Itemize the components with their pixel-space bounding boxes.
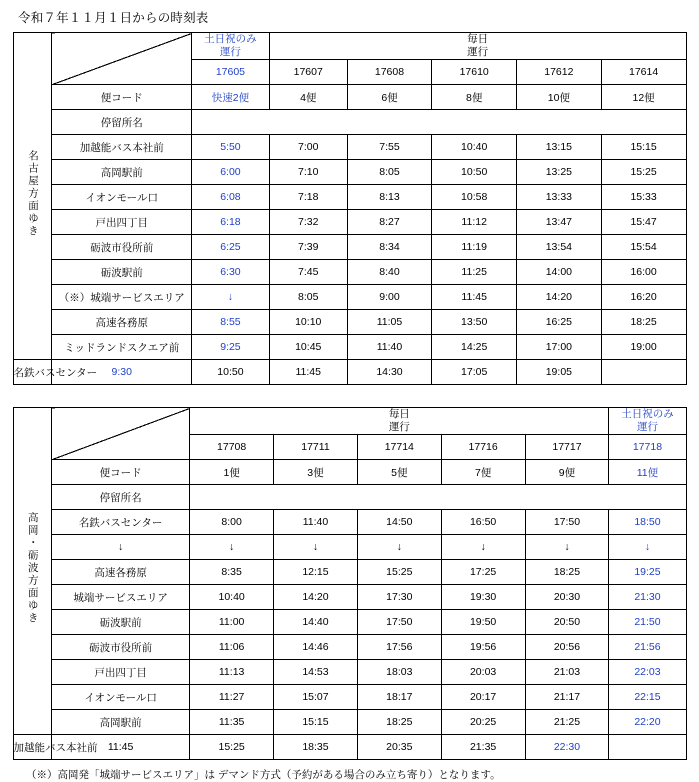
group-header-daily-line1: 毎日 <box>467 33 489 45</box>
departure-time: 12:15 <box>274 560 358 585</box>
table-row <box>13 335 686 360</box>
departure-time: 13:25 <box>517 160 602 185</box>
departure-time: 13:50 <box>432 310 517 335</box>
bin-row <box>13 460 686 485</box>
group-header-weekend-line2: 運行 <box>219 46 241 58</box>
departure-time: 7:10 <box>269 160 347 185</box>
departure-time: 8:55 <box>192 310 270 335</box>
departure-time: 17:25 <box>441 560 525 585</box>
departure-time: 15:25 <box>601 160 686 185</box>
table-row <box>13 260 686 285</box>
stopname-label-filler <box>192 110 686 135</box>
departure-time: 22:15 <box>609 685 686 710</box>
diagonal-corner-cell <box>52 408 190 460</box>
stop-name: 砺波駅前 <box>52 260 192 285</box>
departure-time: 11:35 <box>190 710 274 735</box>
direction-label-cell <box>13 33 52 360</box>
departure-time: 18:50 <box>609 510 686 535</box>
departure-time: ↓ <box>192 285 270 310</box>
stop-name: 戸出四丁目 <box>52 660 190 685</box>
table-row <box>13 560 686 585</box>
departure-time: 20:30 <box>525 585 609 610</box>
departure-time: 20:50 <box>525 610 609 635</box>
departure-time: 6:00 <box>192 160 270 185</box>
departure-time: ↓ <box>190 535 274 560</box>
departure-time: 10:40 <box>432 135 517 160</box>
departure-time: 8:05 <box>347 160 432 185</box>
departure-time: ↓ <box>274 535 358 560</box>
departure-time: 8:05 <box>269 285 347 310</box>
table-row <box>13 685 686 710</box>
stop-name: 高速各務原 <box>52 560 190 585</box>
departure-time: 14:46 <box>274 635 358 660</box>
departure-time: 11:45 <box>432 285 517 310</box>
departure-time: 13:33 <box>517 185 602 210</box>
departure-time: 21:56 <box>609 635 686 660</box>
stop-name: 名鉄バスセンター <box>52 510 190 535</box>
bin-row <box>13 85 686 110</box>
diagonal-corner-cell <box>52 33 192 85</box>
departure-time: 14:50 <box>357 510 441 535</box>
departure-time: 13:15 <box>517 135 602 160</box>
page-title: 令和７年１１月１日からの時刻表 <box>18 11 209 25</box>
stop-name: 砺波市役所前 <box>52 635 190 660</box>
stop-name: （※）城端サービスエリア <box>52 285 192 310</box>
departure-time: 14:40 <box>274 610 358 635</box>
departure-time: 5:50 <box>192 135 270 160</box>
departure-time: 19:05 <box>517 360 602 385</box>
departure-time: 20:56 <box>525 635 609 660</box>
service-bin: 8便 <box>432 85 517 110</box>
service-bin: 5便 <box>357 460 441 485</box>
departure-time: 18:25 <box>525 560 609 585</box>
departure-time: 22:30 <box>525 735 609 760</box>
departure-time: 15:25 <box>190 735 274 760</box>
departure-time: ↓ <box>357 535 441 560</box>
service-code: 17605 <box>192 60 270 85</box>
departure-time: 7:00 <box>269 135 347 160</box>
stop-name: 砺波市役所前 <box>52 235 192 260</box>
table-row <box>13 635 686 660</box>
table-row <box>13 510 686 535</box>
departure-time: 11:12 <box>432 210 517 235</box>
group-header-daily-line2: 運行 <box>388 421 410 433</box>
departure-time: 11:25 <box>432 260 517 285</box>
service-bin: 3便 <box>274 460 358 485</box>
departure-time: 20:03 <box>441 660 525 685</box>
departure-time: ↓ <box>525 535 609 560</box>
departure-time: 8:34 <box>347 235 432 260</box>
timetable-nagoya-direction <box>13 32 687 385</box>
departure-time: 18:03 <box>357 660 441 685</box>
departure-time: 21:30 <box>609 585 686 610</box>
departure-time: 10:40 <box>190 585 274 610</box>
group-header-daily-line1: 毎日 <box>388 408 410 420</box>
departure-time: 6:18 <box>192 210 270 235</box>
table-row <box>13 310 686 335</box>
service-bin: 快速2便 <box>192 85 270 110</box>
stop-name: 砺波駅前 <box>52 610 190 635</box>
stop-name: イオンモール口 <box>52 185 192 210</box>
stop-name: 名鉄バスセンター <box>13 360 52 385</box>
stop-name: 加越能バス本社前 <box>13 735 52 760</box>
departure-time: 7:32 <box>269 210 347 235</box>
group-header-weekend-line2: 運行 <box>636 421 658 433</box>
departure-time: 14:53 <box>274 660 358 685</box>
departure-time: 15:33 <box>601 185 686 210</box>
departure-time: 19:30 <box>441 585 525 610</box>
group-header-weekend <box>609 408 686 435</box>
group-header-daily <box>269 33 686 60</box>
departure-time: ↓ <box>441 535 525 560</box>
departure-time: 19:00 <box>601 335 686 360</box>
departure-time: 15:15 <box>601 135 686 160</box>
direction-label: 高岡・砺波方面ゆき <box>26 512 39 625</box>
departure-time: 11:45 <box>269 360 347 385</box>
row-label-code: 便コード <box>52 460 190 485</box>
stopname-label-row <box>13 485 686 510</box>
timetable-takaoka-tonami-direction <box>13 407 687 760</box>
departure-time: 8:13 <box>347 185 432 210</box>
service-code: 17610 <box>432 60 517 85</box>
departure-time: 6:25 <box>192 235 270 260</box>
departure-time: 14:00 <box>517 260 602 285</box>
departure-time: 7:39 <box>269 235 347 260</box>
departure-time: 17:50 <box>525 510 609 535</box>
departure-time: 18:35 <box>274 735 358 760</box>
departure-time: 20:35 <box>357 735 441 760</box>
table-row <box>13 135 686 160</box>
departure-time: 7:45 <box>269 260 347 285</box>
service-code: 17608 <box>347 60 432 85</box>
departure-time: 11:00 <box>190 610 274 635</box>
service-bin: 7便 <box>441 460 525 485</box>
departure-time: 21:50 <box>609 610 686 635</box>
departure-time: 16:00 <box>601 260 686 285</box>
table-row <box>13 285 686 310</box>
direction-label-cell <box>13 408 52 735</box>
departure-time: 14:20 <box>517 285 602 310</box>
service-code: 17614 <box>601 60 686 85</box>
departure-time: 13:54 <box>517 235 602 260</box>
table-row <box>13 660 686 685</box>
group-header-row <box>13 33 686 60</box>
stop-name: 戸出四丁目 <box>52 210 192 235</box>
table-row <box>13 160 686 185</box>
stopname-label-row <box>13 110 686 135</box>
departure-time: 21:35 <box>441 735 525 760</box>
departure-time: 18:17 <box>357 685 441 710</box>
departure-time: 18:25 <box>601 310 686 335</box>
departure-time: 15:54 <box>601 235 686 260</box>
service-bin: 6便 <box>347 85 432 110</box>
departure-time: 7:55 <box>347 135 432 160</box>
departure-time: 6:30 <box>192 260 270 285</box>
departure-time: ↓ <box>609 535 686 560</box>
service-code: 17708 <box>190 435 274 460</box>
service-code: 17716 <box>441 435 525 460</box>
departure-time: 6:08 <box>192 185 270 210</box>
departure-time: 9:25 <box>192 335 270 360</box>
service-code: 17717 <box>525 435 609 460</box>
departure-time: 20:25 <box>441 710 525 735</box>
stop-name: 高岡駅前 <box>52 160 192 185</box>
departure-time: 18:25 <box>357 710 441 735</box>
table-row <box>13 735 686 760</box>
group-header-weekend <box>192 33 270 60</box>
table-row <box>13 210 686 235</box>
departure-time: 15:15 <box>274 710 358 735</box>
departure-time: 14:20 <box>274 585 358 610</box>
departure-time: 11:40 <box>347 335 432 360</box>
departure-time: 11:27 <box>190 685 274 710</box>
service-code: 17607 <box>269 60 347 85</box>
stopname-label-filler <box>190 485 686 510</box>
stop-name: ↓ <box>52 535 190 560</box>
departure-time: 16:20 <box>601 285 686 310</box>
departure-time: 22:20 <box>609 710 686 735</box>
departure-time: 11:40 <box>274 510 358 535</box>
service-code: 17612 <box>517 60 602 85</box>
table-row <box>13 610 686 635</box>
departure-time: 10:58 <box>432 185 517 210</box>
row-label-stop: 停留所名 <box>52 110 192 135</box>
departure-time: 14:25 <box>432 335 517 360</box>
service-bin: 12便 <box>601 85 686 110</box>
departure-time: 17:05 <box>432 360 517 385</box>
service-code: 17711 <box>274 435 358 460</box>
departure-time: 8:40 <box>347 260 432 285</box>
departure-time: 13:47 <box>517 210 602 235</box>
departure-time: 17:00 <box>517 335 602 360</box>
departure-time: 11:05 <box>347 310 432 335</box>
service-bin: 4便 <box>269 85 347 110</box>
stop-name: 高岡駅前 <box>52 710 190 735</box>
group-header-weekend-line1: 土日祝のみ <box>204 33 257 45</box>
departure-time: 16:25 <box>517 310 602 335</box>
departure-time: 17:30 <box>357 585 441 610</box>
group-header-daily <box>190 408 609 435</box>
row-label-stop: 停留所名 <box>52 485 190 510</box>
departure-time: 8:27 <box>347 210 432 235</box>
service-bin: 1便 <box>190 460 274 485</box>
departure-time: 11:06 <box>190 635 274 660</box>
service-bin: 10便 <box>517 85 602 110</box>
table-row <box>13 585 686 610</box>
direction-label: 名古屋方面ゆき <box>26 149 39 238</box>
departure-time: 14:30 <box>347 360 432 385</box>
stop-name: 加越能バス本社前 <box>52 135 192 160</box>
stop-name: ミッドランドスクエア前 <box>52 335 192 360</box>
departure-time: 15:25 <box>357 560 441 585</box>
departure-time: 10:45 <box>269 335 347 360</box>
stop-name: イオンモール口 <box>52 685 190 710</box>
footnote: （※）高岡発「城端サービスエリア」は デマンド方式（予約がある場合のみ立ち寄り）となります。 <box>26 769 501 781</box>
departure-time: 7:18 <box>269 185 347 210</box>
departure-time: 9:00 <box>347 285 432 310</box>
table-row <box>13 535 686 560</box>
table-row <box>13 235 686 260</box>
service-code: 17718 <box>609 435 686 460</box>
departure-time: 9:30 <box>52 360 192 385</box>
departure-time: 11:13 <box>190 660 274 685</box>
departure-time: 15:07 <box>274 685 358 710</box>
departure-time: 8:35 <box>190 560 274 585</box>
service-code: 17714 <box>357 435 441 460</box>
group-header-daily-line2: 運行 <box>467 46 489 58</box>
departure-time: 17:50 <box>357 610 441 635</box>
departure-time: 11:19 <box>432 235 517 260</box>
table-row <box>13 710 686 735</box>
departure-time: 15:47 <box>601 210 686 235</box>
departure-time: 19:25 <box>609 560 686 585</box>
departure-time: 21:25 <box>525 710 609 735</box>
departure-time: 11:45 <box>52 735 190 760</box>
service-bin: 9便 <box>525 460 609 485</box>
departure-time: 22:03 <box>609 660 686 685</box>
departure-time: 10:10 <box>269 310 347 335</box>
row-label-code: 便コード <box>52 85 192 110</box>
departure-time: 19:50 <box>441 610 525 635</box>
departure-time: 8:00 <box>190 510 274 535</box>
stop-name: 高速各務原 <box>52 310 192 335</box>
stop-name: 城端サービスエリア <box>52 585 190 610</box>
departure-time: 16:50 <box>441 510 525 535</box>
table-row <box>13 185 686 210</box>
departure-time: 19:56 <box>441 635 525 660</box>
departure-time: 10:50 <box>432 160 517 185</box>
group-header-row <box>13 408 686 435</box>
departure-time: 10:50 <box>192 360 270 385</box>
service-bin: 11便 <box>609 460 686 485</box>
departure-time: 17:56 <box>357 635 441 660</box>
departure-time: 21:03 <box>525 660 609 685</box>
table-gap <box>12 385 687 407</box>
table-row <box>13 360 686 385</box>
group-header-weekend-line1: 土日祝のみ <box>621 408 674 420</box>
departure-time: 21:17 <box>525 685 609 710</box>
departure-time: 20:17 <box>441 685 525 710</box>
